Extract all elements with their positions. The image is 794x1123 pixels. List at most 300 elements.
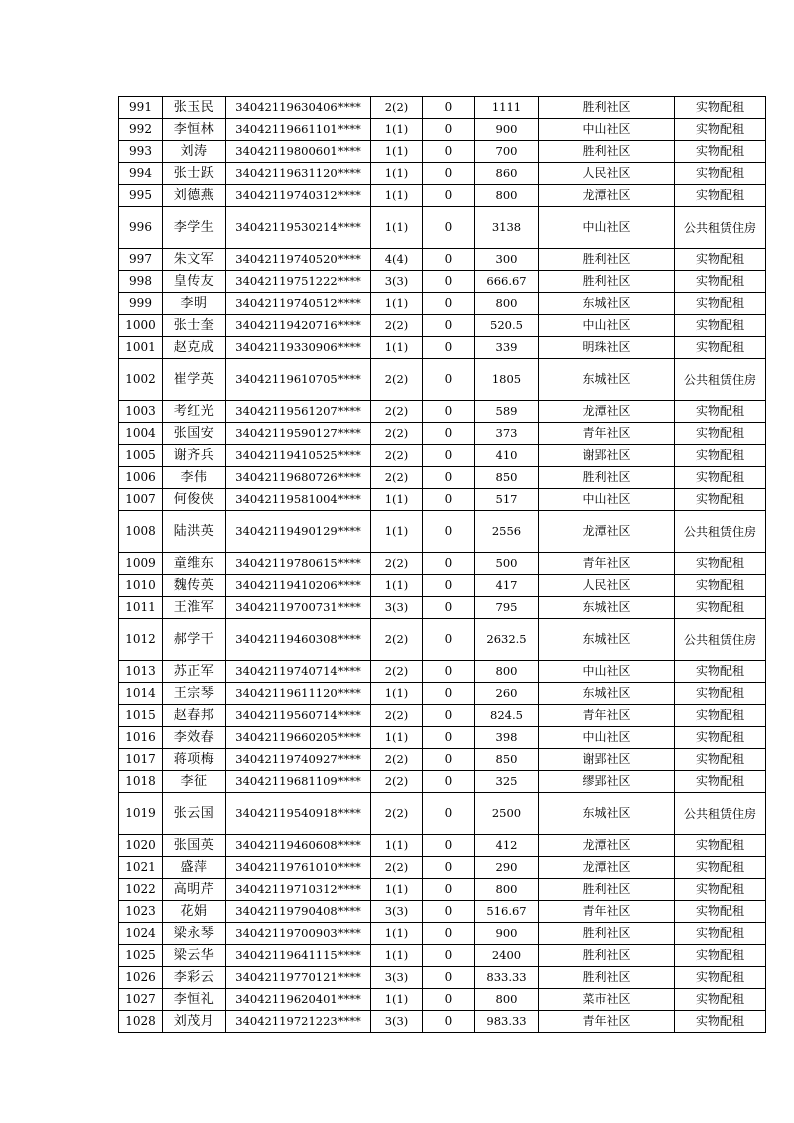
table-row [119, 619, 766, 661]
count-cell: 0 [423, 967, 475, 989]
community-cell: 青年社区 [539, 553, 675, 575]
name-cell: 盛萍 [163, 857, 226, 879]
id-number-cell: 34042119530214**** [226, 207, 371, 249]
amount-cell: 800 [475, 879, 539, 901]
amount-cell: 1805 [475, 359, 539, 401]
amount-cell: 860 [475, 163, 539, 185]
community-cell: 青年社区 [539, 1011, 675, 1033]
name-cell: 魏传英 [163, 575, 226, 597]
family-members-cell: 3(3) [371, 597, 423, 619]
count-cell: 0 [423, 879, 475, 901]
name-cell: 张士跃 [163, 163, 226, 185]
serial-number-cell: 1008 [119, 511, 163, 553]
community-cell: 胜利社区 [539, 879, 675, 901]
category-cell: 实物配租 [675, 119, 766, 141]
name-cell: 张士奎 [163, 315, 226, 337]
community-cell: 菜市社区 [539, 989, 675, 1011]
family-members-cell: 1(1) [371, 185, 423, 207]
serial-number-cell: 996 [119, 207, 163, 249]
amount-cell: 983.33 [475, 1011, 539, 1033]
category-cell: 实物配租 [675, 989, 766, 1011]
serial-number-cell: 1009 [119, 553, 163, 575]
category-cell: 实物配租 [675, 489, 766, 511]
community-cell: 东城社区 [539, 793, 675, 835]
category-cell: 实物配租 [675, 749, 766, 771]
name-cell: 陆洪英 [163, 511, 226, 553]
serial-number-cell: 1017 [119, 749, 163, 771]
family-members-cell: 2(2) [371, 359, 423, 401]
serial-number-cell: 1020 [119, 835, 163, 857]
count-cell: 0 [423, 1011, 475, 1033]
community-cell: 青年社区 [539, 901, 675, 923]
community-cell: 缪郢社区 [539, 771, 675, 793]
family-members-cell: 2(2) [371, 857, 423, 879]
count-cell: 0 [423, 445, 475, 467]
community-cell: 龙潭社区 [539, 185, 675, 207]
table-row [119, 749, 766, 771]
id-number-cell: 34042119740312**** [226, 185, 371, 207]
count-cell: 0 [423, 857, 475, 879]
name-cell: 童维东 [163, 553, 226, 575]
count-cell: 0 [423, 705, 475, 727]
community-cell: 明珠社区 [539, 337, 675, 359]
id-number-cell: 34042119330906**** [226, 337, 371, 359]
count-cell: 0 [423, 401, 475, 423]
amount-cell: 290 [475, 857, 539, 879]
community-cell: 东城社区 [539, 597, 675, 619]
count-cell: 0 [423, 835, 475, 857]
name-cell: 皇传友 [163, 271, 226, 293]
table-row [119, 705, 766, 727]
category-cell: 实物配租 [675, 401, 766, 423]
count-cell: 0 [423, 97, 475, 119]
category-cell: 实物配租 [675, 923, 766, 945]
category-cell: 实物配租 [675, 683, 766, 705]
amount-cell: 666.67 [475, 271, 539, 293]
serial-number-cell: 991 [119, 97, 163, 119]
id-number-cell: 34042119611120**** [226, 683, 371, 705]
name-cell: 崔学英 [163, 359, 226, 401]
count-cell: 0 [423, 271, 475, 293]
amount-cell: 795 [475, 597, 539, 619]
count-cell: 0 [423, 119, 475, 141]
serial-number-cell: 1021 [119, 857, 163, 879]
community-cell: 东城社区 [539, 293, 675, 315]
id-number-cell: 34042119680726**** [226, 467, 371, 489]
id-number-cell: 34042119620401**** [226, 989, 371, 1011]
amount-cell: 398 [475, 727, 539, 749]
family-members-cell: 3(3) [371, 901, 423, 923]
category-cell: 实物配租 [675, 271, 766, 293]
amount-cell: 900 [475, 119, 539, 141]
count-cell: 0 [423, 207, 475, 249]
amount-cell: 700 [475, 141, 539, 163]
community-cell: 谢郢社区 [539, 445, 675, 467]
amount-cell: 589 [475, 401, 539, 423]
amount-cell: 500 [475, 553, 539, 575]
family-members-cell: 1(1) [371, 207, 423, 249]
community-cell: 中山社区 [539, 489, 675, 511]
id-number-cell: 34042119490129**** [226, 511, 371, 553]
family-members-cell: 2(2) [371, 423, 423, 445]
table-row [119, 793, 766, 835]
amount-cell: 1111 [475, 97, 539, 119]
family-members-cell: 2(2) [371, 749, 423, 771]
count-cell: 0 [423, 359, 475, 401]
category-cell: 实物配租 [675, 553, 766, 575]
serial-number-cell: 1028 [119, 1011, 163, 1033]
table-row [119, 315, 766, 337]
family-members-cell: 1(1) [371, 119, 423, 141]
count-cell: 0 [423, 749, 475, 771]
serial-number-cell: 1010 [119, 575, 163, 597]
name-cell: 花娟 [163, 901, 226, 923]
serial-number-cell: 993 [119, 141, 163, 163]
category-cell: 实物配租 [675, 293, 766, 315]
count-cell: 0 [423, 315, 475, 337]
name-cell: 梁永琴 [163, 923, 226, 945]
family-members-cell: 4(4) [371, 249, 423, 271]
name-cell: 何俊侠 [163, 489, 226, 511]
serial-number-cell: 1011 [119, 597, 163, 619]
table-row [119, 423, 766, 445]
table-row [119, 141, 766, 163]
table-row [119, 337, 766, 359]
count-cell: 0 [423, 553, 475, 575]
amount-cell: 2500 [475, 793, 539, 835]
table-row [119, 989, 766, 1011]
id-number-cell: 34042119700903**** [226, 923, 371, 945]
category-cell: 实物配租 [675, 835, 766, 857]
name-cell: 李恒林 [163, 119, 226, 141]
serial-number-cell: 1022 [119, 879, 163, 901]
amount-cell: 850 [475, 467, 539, 489]
name-cell: 李明 [163, 293, 226, 315]
name-cell: 李效春 [163, 727, 226, 749]
serial-number-cell: 998 [119, 271, 163, 293]
serial-number-cell: 1006 [119, 467, 163, 489]
serial-number-cell: 1024 [119, 923, 163, 945]
serial-number-cell: 1023 [119, 901, 163, 923]
amount-cell: 517 [475, 489, 539, 511]
count-cell: 0 [423, 337, 475, 359]
name-cell: 李学生 [163, 207, 226, 249]
community-cell: 人民社区 [539, 575, 675, 597]
amount-cell: 2632.5 [475, 619, 539, 661]
name-cell: 李征 [163, 771, 226, 793]
category-cell: 实物配租 [675, 857, 766, 879]
id-number-cell: 34042119420716**** [226, 315, 371, 337]
table-row [119, 489, 766, 511]
family-members-cell: 1(1) [371, 337, 423, 359]
name-cell: 谢齐兵 [163, 445, 226, 467]
category-cell: 实物配租 [675, 705, 766, 727]
table-row [119, 857, 766, 879]
table-row [119, 771, 766, 793]
category-cell: 实物配租 [675, 661, 766, 683]
id-number-cell: 34042119700731**** [226, 597, 371, 619]
serial-number-cell: 1016 [119, 727, 163, 749]
amount-cell: 300 [475, 249, 539, 271]
family-members-cell: 2(2) [371, 97, 423, 119]
family-members-cell: 2(2) [371, 315, 423, 337]
id-number-cell: 34042119410525**** [226, 445, 371, 467]
name-cell: 赵春邦 [163, 705, 226, 727]
category-cell: 实物配租 [675, 945, 766, 967]
id-number-cell: 34042119740714**** [226, 661, 371, 683]
table-row [119, 661, 766, 683]
name-cell: 王宗琴 [163, 683, 226, 705]
community-cell: 胜利社区 [539, 141, 675, 163]
id-number-cell: 34042119761010**** [226, 857, 371, 879]
id-number-cell: 34042119590127**** [226, 423, 371, 445]
id-number-cell: 34042119561207**** [226, 401, 371, 423]
family-members-cell: 3(3) [371, 1011, 423, 1033]
name-cell: 刘涛 [163, 141, 226, 163]
name-cell: 苏正军 [163, 661, 226, 683]
community-cell: 人民社区 [539, 163, 675, 185]
serial-number-cell: 1012 [119, 619, 163, 661]
amount-cell: 833.33 [475, 967, 539, 989]
amount-cell: 800 [475, 185, 539, 207]
category-cell: 实物配租 [675, 249, 766, 271]
table-row [119, 185, 766, 207]
count-cell: 0 [423, 901, 475, 923]
category-cell: 实物配租 [675, 97, 766, 119]
amount-cell: 373 [475, 423, 539, 445]
family-members-cell: 3(3) [371, 271, 423, 293]
count-cell: 0 [423, 467, 475, 489]
category-cell: 实物配租 [675, 967, 766, 989]
count-cell: 0 [423, 793, 475, 835]
table-row [119, 945, 766, 967]
amount-cell: 850 [475, 749, 539, 771]
table-row [119, 683, 766, 705]
category-cell: 实物配租 [675, 185, 766, 207]
table-row [119, 967, 766, 989]
name-cell: 蒋项梅 [163, 749, 226, 771]
serial-number-cell: 1013 [119, 661, 163, 683]
community-cell: 胜利社区 [539, 945, 675, 967]
family-members-cell: 1(1) [371, 879, 423, 901]
table-row [119, 511, 766, 553]
count-cell: 0 [423, 163, 475, 185]
community-cell: 胜利社区 [539, 467, 675, 489]
category-cell: 实物配租 [675, 1011, 766, 1033]
category-cell: 实物配租 [675, 141, 766, 163]
id-number-cell: 34042119710312**** [226, 879, 371, 901]
community-cell: 龙潭社区 [539, 401, 675, 423]
category-cell: 实物配租 [675, 575, 766, 597]
amount-cell: 412 [475, 835, 539, 857]
serial-number-cell: 1025 [119, 945, 163, 967]
table-row [119, 923, 766, 945]
community-cell: 谢郢社区 [539, 749, 675, 771]
name-cell: 王淮军 [163, 597, 226, 619]
table-row [119, 207, 766, 249]
id-number-cell: 34042119740520**** [226, 249, 371, 271]
table-row [119, 597, 766, 619]
table-row [119, 445, 766, 467]
name-cell: 刘德燕 [163, 185, 226, 207]
count-cell: 0 [423, 293, 475, 315]
name-cell: 张云国 [163, 793, 226, 835]
serial-number-cell: 1027 [119, 989, 163, 1011]
count-cell: 0 [423, 945, 475, 967]
category-cell: 实物配租 [675, 597, 766, 619]
count-cell: 0 [423, 727, 475, 749]
family-members-cell: 2(2) [371, 553, 423, 575]
name-cell: 高明芹 [163, 879, 226, 901]
table-row [119, 163, 766, 185]
serial-number-cell: 999 [119, 293, 163, 315]
serial-number-cell: 1004 [119, 423, 163, 445]
table-row [119, 1011, 766, 1033]
count-cell: 0 [423, 511, 475, 553]
name-cell: 梁云华 [163, 945, 226, 967]
category-cell: 公共租赁住房 [675, 793, 766, 835]
serial-number-cell: 1001 [119, 337, 163, 359]
category-cell: 实物配租 [675, 467, 766, 489]
serial-number-cell: 997 [119, 249, 163, 271]
id-number-cell: 34042119460608**** [226, 835, 371, 857]
table-row [119, 249, 766, 271]
id-number-cell: 34042119780615**** [226, 553, 371, 575]
table-row [119, 293, 766, 315]
id-number-cell: 34042119560714**** [226, 705, 371, 727]
family-members-cell: 1(1) [371, 835, 423, 857]
community-cell: 中山社区 [539, 119, 675, 141]
count-cell: 0 [423, 489, 475, 511]
id-number-cell: 34042119410206**** [226, 575, 371, 597]
id-number-cell: 34042119610705**** [226, 359, 371, 401]
id-number-cell: 34042119641115**** [226, 945, 371, 967]
community-cell: 中山社区 [539, 315, 675, 337]
category-cell: 实物配租 [675, 423, 766, 445]
id-number-cell: 34042119740512**** [226, 293, 371, 315]
table-row [119, 271, 766, 293]
community-cell: 东城社区 [539, 683, 675, 705]
family-members-cell: 1(1) [371, 945, 423, 967]
community-cell: 龙潭社区 [539, 835, 675, 857]
community-cell: 龙潭社区 [539, 857, 675, 879]
serial-number-cell: 1018 [119, 771, 163, 793]
count-cell: 0 [423, 249, 475, 271]
community-cell: 胜利社区 [539, 271, 675, 293]
category-cell: 公共租赁住房 [675, 619, 766, 661]
family-members-cell: 2(2) [371, 705, 423, 727]
family-members-cell: 2(2) [371, 793, 423, 835]
table-row [119, 879, 766, 901]
family-members-cell: 1(1) [371, 989, 423, 1011]
table-row [119, 553, 766, 575]
community-cell: 东城社区 [539, 359, 675, 401]
community-cell: 中山社区 [539, 727, 675, 749]
category-cell: 实物配租 [675, 901, 766, 923]
id-number-cell: 34042119681109**** [226, 771, 371, 793]
table-row [119, 901, 766, 923]
community-cell: 胜利社区 [539, 97, 675, 119]
community-cell: 东城社区 [539, 619, 675, 661]
amount-cell: 325 [475, 771, 539, 793]
amount-cell: 410 [475, 445, 539, 467]
community-cell: 胜利社区 [539, 923, 675, 945]
family-members-cell: 1(1) [371, 511, 423, 553]
serial-number-cell: 1002 [119, 359, 163, 401]
family-members-cell: 2(2) [371, 619, 423, 661]
table-row [119, 359, 766, 401]
name-cell: 赵克成 [163, 337, 226, 359]
serial-number-cell: 1014 [119, 683, 163, 705]
table-row [119, 119, 766, 141]
family-members-cell: 1(1) [371, 575, 423, 597]
id-number-cell: 34042119460308**** [226, 619, 371, 661]
community-cell: 中山社区 [539, 207, 675, 249]
count-cell: 0 [423, 185, 475, 207]
community-cell: 青年社区 [539, 423, 675, 445]
id-number-cell: 34042119790408**** [226, 901, 371, 923]
id-number-cell: 34042119581004**** [226, 489, 371, 511]
category-cell: 实物配租 [675, 337, 766, 359]
family-members-cell: 2(2) [371, 771, 423, 793]
family-members-cell: 1(1) [371, 683, 423, 705]
family-members-cell: 1(1) [371, 141, 423, 163]
serial-number-cell: 1019 [119, 793, 163, 835]
category-cell: 公共租赁住房 [675, 359, 766, 401]
family-members-cell: 1(1) [371, 727, 423, 749]
name-cell: 考红光 [163, 401, 226, 423]
amount-cell: 824.5 [475, 705, 539, 727]
family-members-cell: 3(3) [371, 967, 423, 989]
table-row [119, 401, 766, 423]
amount-cell: 520.5 [475, 315, 539, 337]
category-cell: 实物配租 [675, 445, 766, 467]
count-cell: 0 [423, 923, 475, 945]
name-cell: 李彩云 [163, 967, 226, 989]
amount-cell: 800 [475, 661, 539, 683]
table-row [119, 835, 766, 857]
amount-cell: 3138 [475, 207, 539, 249]
family-members-cell: 1(1) [371, 293, 423, 315]
category-cell: 公共租赁住房 [675, 207, 766, 249]
count-cell: 0 [423, 575, 475, 597]
family-members-cell: 2(2) [371, 445, 423, 467]
family-members-cell: 2(2) [371, 401, 423, 423]
amount-cell: 800 [475, 989, 539, 1011]
amount-cell: 417 [475, 575, 539, 597]
id-number-cell: 34042119721223**** [226, 1011, 371, 1033]
category-cell: 实物配租 [675, 315, 766, 337]
table-row [119, 97, 766, 119]
name-cell: 张国安 [163, 423, 226, 445]
serial-number-cell: 1005 [119, 445, 163, 467]
serial-number-cell: 1007 [119, 489, 163, 511]
name-cell: 张玉民 [163, 97, 226, 119]
category-cell: 实物配租 [675, 771, 766, 793]
id-number-cell: 34042119740927**** [226, 749, 371, 771]
id-number-cell: 34042119661101**** [226, 119, 371, 141]
serial-number-cell: 995 [119, 185, 163, 207]
count-cell: 0 [423, 683, 475, 705]
amount-cell: 900 [475, 923, 539, 945]
name-cell: 郝学干 [163, 619, 226, 661]
amount-cell: 260 [475, 683, 539, 705]
count-cell: 0 [423, 771, 475, 793]
category-cell: 实物配租 [675, 879, 766, 901]
category-cell: 公共租赁住房 [675, 511, 766, 553]
category-cell: 实物配租 [675, 163, 766, 185]
name-cell: 刘茂月 [163, 1011, 226, 1033]
